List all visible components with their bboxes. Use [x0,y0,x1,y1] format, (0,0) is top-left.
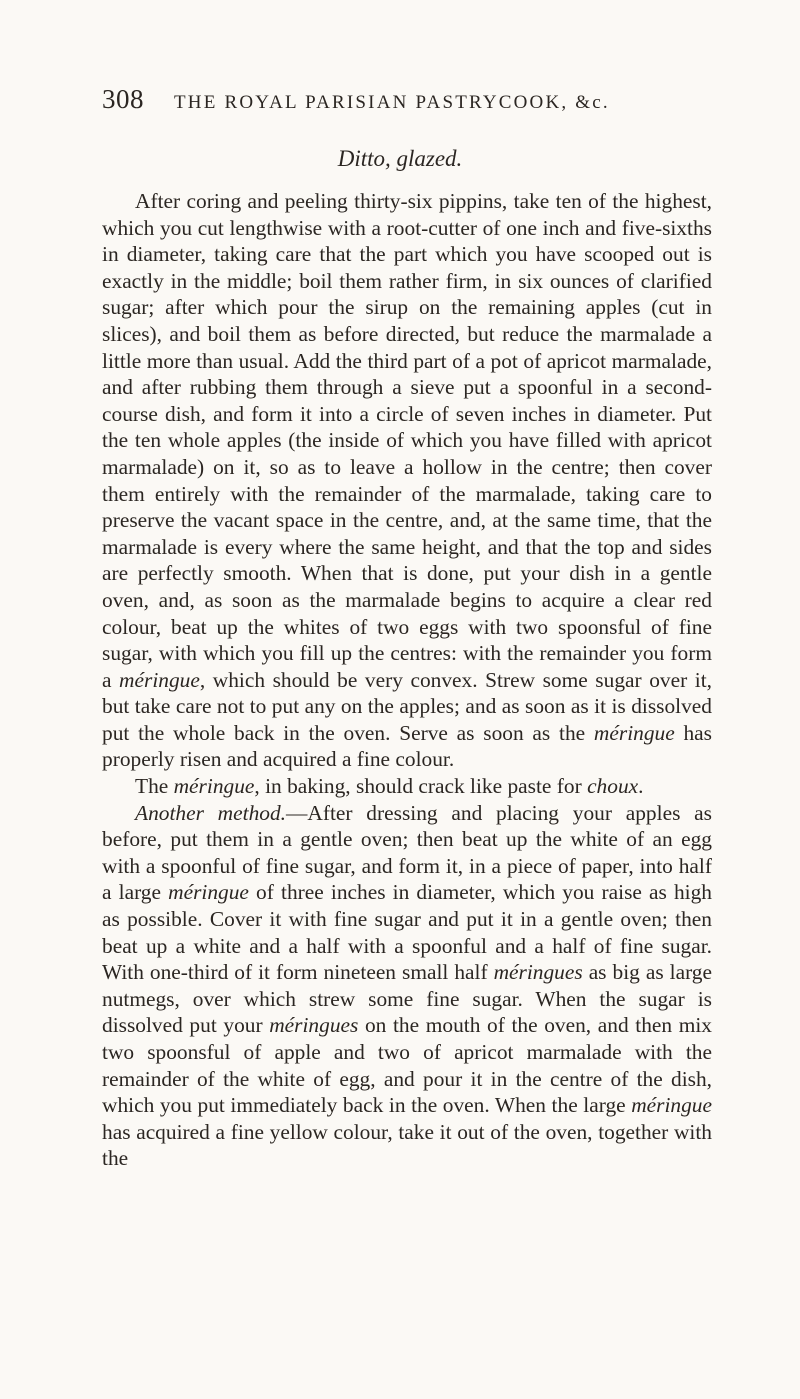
paragraph-1-text: After coring and peeling thirty-six pippins, take ten of the highest, which you cut lengthwise with a root-cutter of one inch and five-sixths in diameter, taking care that the part which you have scooped out is exactly in the middle; boil them rather firm, in six ounces of clarified sugar; after which pour the sirup on the remaining apples (cut in slices), and boil them as before directed, but reduce the marmalade a little more than usual. Add the third part of a pot of apricot marmalade, and after rubbing them through a sieve put a spoonful in a second-course dish, and form it into a circle of seven inches in diameter. Put the ten whole apples (the inside of which you have filled with apricot marmalade) on it, so as to leave a hollow in the centre; then cover them entirely with the remainder of the marmalade, taking care to preserve the vacant space in the centre, and, at the same time, that the marmalade is every where the same height, and that the top and sides are perfectly smooth. When that is done, put your dish in a gentle oven, and, as soon as the marmalade begins to acquire a clear red colour, beat up the whites of two eggs with two spoonsful of fine sugar, with which you fill up the centres: with the remainder you form a [102,189,712,692]
paragraph-2-italic-2: choux [587,774,639,799]
paragraph-3-italic-5: méringue [631,1093,712,1118]
body-text [102,188,712,1172]
paragraph-3-italic-4: méringues [269,1013,359,1038]
paragraph-1-italic-1: méringue [119,667,200,692]
paragraph-3-text-4: on the mouth of the oven, and then mix two spoonsful of apple and two of apricot marmalade with the remainder of the white of egg, and pour it in the centre of the dish, which you put immediately back in the oven. When the large [102,1013,712,1118]
paragraph-3-text-2: of three inches in diameter, which you raise as high as possible. Cover it with fine sugar and put it in a gentle oven; then beat up a white and a half with a spoonful and a half of fine sugar. With one-third of it form nineteen small half [102,880,712,985]
paragraph-3-text-3: as big as large nutmegs, over which strew some fine sugar. When the sugar is dissolved put your [102,960,712,1038]
paragraph-1 [102,188,712,773]
paragraph-3 [102,800,712,1172]
paragraph-1-italic-2: méringue [593,720,675,745]
section-title: Ditto, glazed. [337,146,463,171]
paragraph-3-italic-2: méringue [168,880,249,905]
paragraph-3-italic-3: méringues [493,960,583,985]
paragraph-2-italic-1: méringue [173,774,255,799]
paragraph-3-text: —After dressing and placing your apples as before, put them in a gentle oven; then beat up the white of an egg with a spoonful of fine sugar, and form it, in a piece of paper, into half a large [102,800,712,905]
paragraph-2-pre: The [135,774,174,799]
paragraph-2-post: . [638,774,644,799]
paragraph-2 [102,773,712,800]
paragraph-1-text-3: has properly risen and acquired a fine colour. [102,720,712,772]
paragraph-3-text-5: has acquired a fine yellow colour, take it out of the oven, together with the [102,1119,712,1171]
paragraph-1-text-2: , which should be very convex. Strew some sugar over it, but take care not to put any on the apples; and as soon as it is dissolved put the whole back in the oven. Serve as soon as the [102,667,712,745]
running-title: THE ROYAL PARISIAN PASTRYCOOK, &c. [174,92,610,113]
paragraph-2-text: , in baking, should crack like paste for [254,774,588,799]
page-number: 308 [102,84,144,114]
paragraph-3-italic-1: Another method. [135,800,287,825]
running-head [102,84,712,118]
